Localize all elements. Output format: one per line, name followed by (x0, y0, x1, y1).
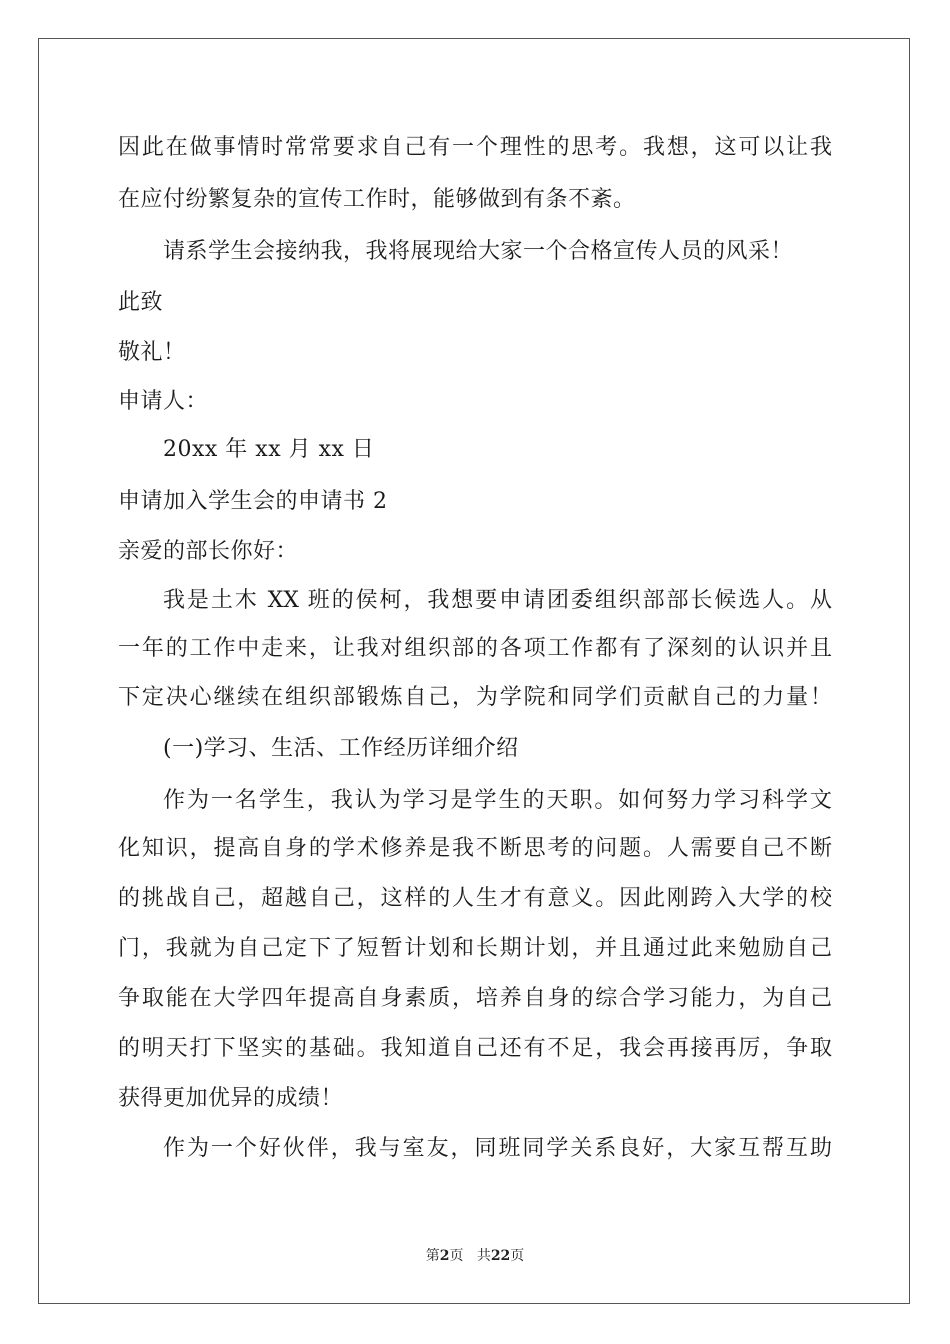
paragraph-line: 在应付纷繁复杂的宣传工作时，能够做到有条不紊。 (118, 187, 636, 212)
total-suffix: 页 (510, 1248, 525, 1264)
paragraph-line: 的明天打下坚实的基础。我知道自己还有不足，我会再接再厉，争取 (118, 1036, 832, 1061)
page-number-total: 22 (490, 1248, 511, 1264)
paragraph-line: 获得更加优异的成绩！ (118, 1086, 344, 1111)
paragraph-line: 门，我就为自己定下了短暂计划和长期计划，并且通过此来勉励自己 (118, 936, 832, 961)
closing-line: 此致 (118, 290, 164, 315)
total-prefix: 共 (476, 1248, 491, 1264)
section-title: 申请加入学生会的申请书 2 (118, 489, 388, 514)
paragraph-line: 我是土木 XX 班的侯柯，我想要申请团委组织部部长候选人。从 (163, 588, 832, 613)
paragraph-line: 请系学生会接纳我，我将展现给大家一个合格宣传人员的风采！ (163, 239, 794, 264)
date-line: 20xx 年 xx 月 xx 日 (163, 437, 375, 462)
paragraph-line: 作为一个好伙伴，我与室友，同班同学关系良好，大家互帮互助 (163, 1136, 832, 1161)
paragraph-line: 的挑战自己，超越自己，这样的人生才有意义。因此刚跨入大学的校 (118, 886, 832, 911)
greeting-line: 亲爱的部长你好： (118, 539, 299, 564)
paragraph-line: 一年的工作中走来，让我对组织部的各项工作都有了深刻的认识并且 (118, 636, 832, 661)
page-prefix: 第 (425, 1248, 440, 1264)
paragraph-line: 作为一名学生，我认为学习是学生的天职。如何努力学习科学文 (163, 788, 832, 813)
page-border (38, 38, 910, 1304)
paragraph-line: 因此在做事情时常常要求自己有一个理性的思考。我想，这可以让我 (118, 135, 832, 160)
paragraph-line: 下定决心继续在组织部锻炼自己，为学院和同学们贡献自己的力量！ (118, 685, 832, 710)
page-suffix: 页 (449, 1248, 464, 1264)
closing-salutation: 敬礼！ (118, 340, 186, 365)
paragraph-line: 争取能在大学四年提高自身素质，培养自身的综合学习能力，为自己 (118, 986, 832, 1011)
page-footer (0, 1247, 950, 1265)
paragraph-line: 化知识，提高自身的学术修养是我不断思考的问题。人需要自己不断 (118, 836, 832, 861)
applicant-label: 申请人： (118, 389, 209, 414)
subheading: (一)学习、生活、工作经历详细介绍 (163, 736, 519, 761)
page-number-current: 2 (439, 1248, 450, 1264)
